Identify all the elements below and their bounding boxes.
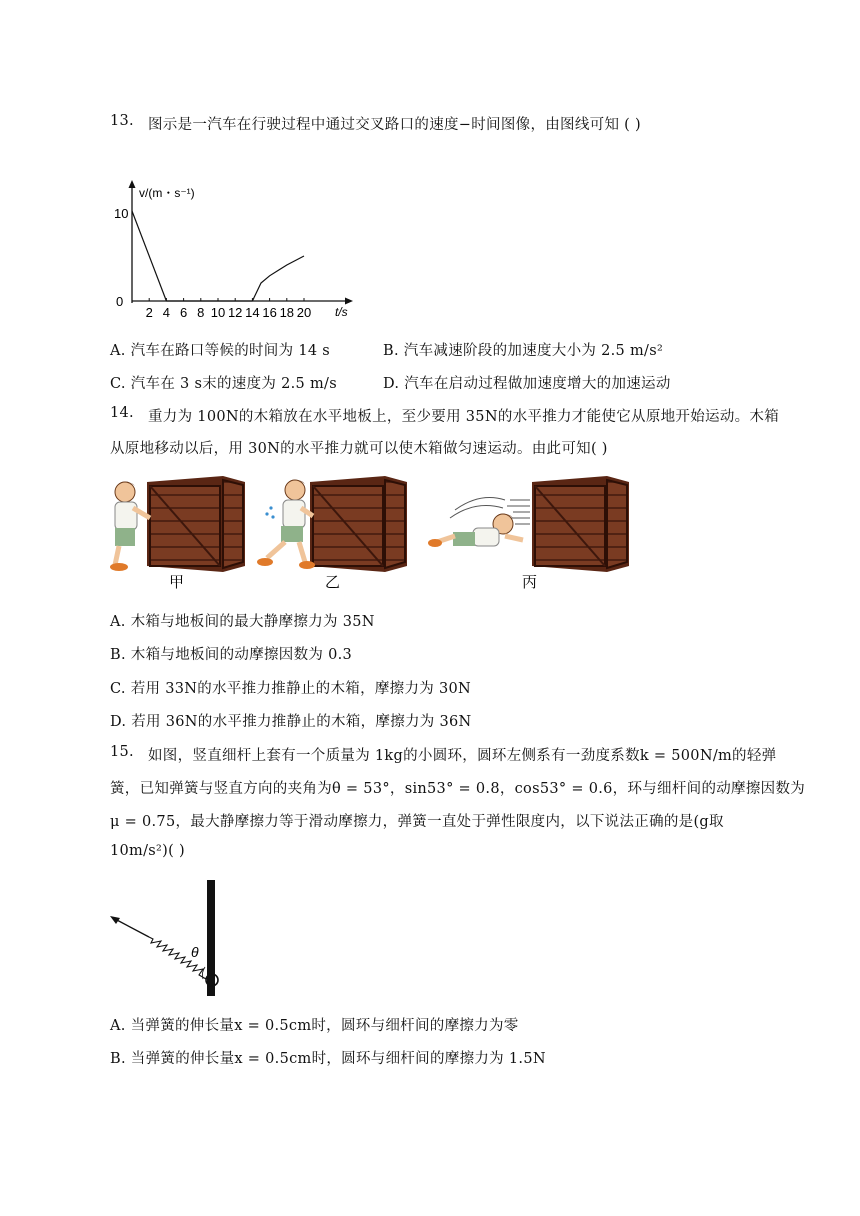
q14-option-c: C. 若用 33N的水平推力推静止的木箱，摩擦力为 30N — [110, 681, 472, 697]
y-tick-10: 10 — [114, 206, 129, 221]
vt-graph — [108, 178, 358, 323]
series-line-2 — [252, 256, 304, 301]
angle-theta: θ — [191, 944, 199, 960]
x-axis-arrow — [345, 298, 353, 305]
x-axis-label: t/s — [335, 305, 348, 319]
x-tick-label: 12 — [227, 305, 243, 320]
x-tick-label: 20 — [296, 305, 312, 320]
panel-bing — [428, 476, 629, 572]
label-jia: 甲 — [169, 574, 185, 591]
x-tick-label: 2 — [145, 305, 153, 320]
label-yi: 乙 — [325, 574, 341, 591]
force-arrow — [115, 919, 149, 937]
q13-option-c: C. 汽车在 3 s末的速度为 2.5 m/s — [110, 376, 337, 392]
x-tick-label: 14 — [245, 305, 260, 320]
label-bing: 丙 — [522, 574, 538, 591]
q13-stem: 图示是一汽车在行驶过程中通过交叉路口的速度−时间图像，由图线可知 ( ) — [148, 117, 641, 133]
q15-stem-line3: μ = 0.75，最大静摩擦力等于滑动摩擦力，弹簧一直处于弹性限度内，以下说法正确的是(g取 — [110, 814, 724, 830]
q15-stem-line1: 如图，竖直细杆上套有一个质量为 1kg的小圆环，圆环左侧系有一劲度系数k = 500N/m的轻弹 — [148, 748, 777, 764]
q13-option-a: A. 汽车在路口等候的时间为 14 s — [110, 343, 331, 359]
q15-stem-line2: 簧，已知弹簧与竖直方向的夹角为θ = 53°，sin53° = 0.8，cos53° = 0.6，环与细杆间的动摩擦因数为 — [110, 781, 806, 797]
x-tick-label: 16 — [262, 305, 277, 320]
x-tick-label: 8 — [197, 305, 205, 320]
y-axis-arrow — [129, 180, 136, 188]
q14-number: 14. — [110, 405, 134, 421]
x-tick-label: 10 — [210, 305, 226, 320]
q14-option-a: A. 木箱与地板间的最大静摩擦力为 35N — [110, 614, 375, 630]
vertical-rod — [207, 880, 215, 996]
panel-yi — [257, 476, 407, 572]
boy-yi — [257, 479, 315, 569]
spring-rod-figure — [105, 875, 235, 1000]
q15-option-b: B. 当弹簧的伸长量x = 0.5cm时，圆环与细杆间的摩擦力为 1.5N — [110, 1051, 546, 1067]
y-axis-label: v/(m・s⁻¹) — [139, 186, 195, 200]
q13-option-d: D. 汽车在启动过程做加速度增大的加速运动 — [383, 376, 671, 392]
x-tick-label: 18 — [279, 305, 295, 320]
box-pushing-figure — [105, 470, 635, 595]
panel-jia — [110, 476, 245, 572]
q15-stem-line4: 10m/s²)( ) — [110, 843, 185, 859]
q15-option-a: A. 当弹簧的伸长量x = 0.5cm时，圆环与细杆间的摩擦力为零 — [110, 1018, 519, 1034]
x-tick-label: 4 — [162, 305, 171, 320]
q13-option-b: B. 汽车减速阶段的加速度大小为 2.5 m/s² — [383, 343, 664, 359]
boy-jia — [110, 481, 150, 571]
q14-option-d: D. 若用 36N的水平推力推静止的木箱，摩擦力为 36N — [110, 714, 472, 730]
q14-stem-line1: 重力为 100N的木箱放在水平地板上，至少要用 35N的水平推力才能使它从原地开始运动。木箱 — [148, 409, 780, 425]
q14-stem-line2: 从原地移动以后，用 30N的水平推力就可以使木箱做匀速运动。由此可知( ) — [110, 441, 608, 457]
q15-number: 15. — [110, 744, 134, 760]
q13-number: 13. — [110, 113, 134, 129]
boy-bing — [428, 513, 523, 547]
series-line-0 — [132, 211, 166, 301]
x-tick-label: 6 — [179, 305, 188, 320]
y-tick-0: 0 — [116, 294, 124, 309]
q14-option-b: B. 木箱与地板间的动摩擦因数为 0.3 — [110, 647, 353, 663]
